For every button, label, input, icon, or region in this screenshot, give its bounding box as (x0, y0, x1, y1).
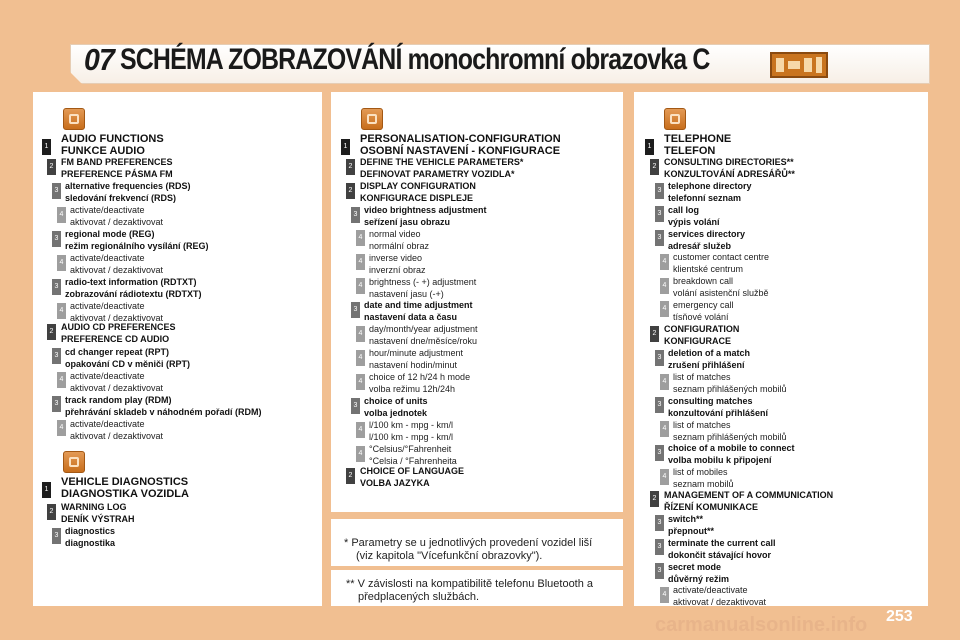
list-matches-cz: seznam přihlášených mobilů (673, 384, 787, 394)
normal-video-en: normal video (369, 229, 421, 239)
brightness-en: video brightness adjustment (364, 205, 487, 215)
hm-en: hour/minute adjustment (369, 348, 464, 358)
rdm-cz: přehrávání skladeb v náhodném pořadí (RDM) (65, 407, 262, 417)
level-4-marker: 4 (356, 230, 365, 246)
level-4-marker: 4 (57, 420, 66, 436)
level-3-marker: 3 (655, 445, 664, 461)
directories-en: CONSULTING DIRECTORIES** (664, 157, 794, 167)
level-1-marker: 1 (645, 139, 654, 155)
list-matches-2-en: list of matches (673, 420, 731, 430)
list-matches-2-cz: seznam přihlášených mobilů (673, 432, 787, 442)
emergency-cz: tísňové volání (673, 312, 729, 322)
tel-dir-cz: telefonní seznam (668, 193, 742, 203)
watermark: carmanualsonline.info (655, 614, 868, 636)
diagnostics-cz: diagnostika (65, 538, 116, 548)
hm-cz: nastavení hodin/minut (369, 360, 458, 370)
fm-band-cz: PREFERENCE PÁSMA FM (61, 169, 173, 179)
fm-band-en: FM BAND PREFERENCES (61, 157, 173, 167)
params-en: DEFINE THE VEHICLE PARAMETERS* (360, 157, 524, 167)
display-config-cz: KONFIGURACE DISPLEJE (360, 193, 474, 203)
date-time-cz: nastavení data a času (364, 312, 458, 322)
footnote-1-line1: * Parametry se u jednotlivých provedení vozidel liší (344, 537, 593, 549)
list-matches-en: list of matches (673, 372, 731, 382)
level-3-marker: 3 (655, 206, 664, 222)
cd-pref-en: AUDIO CD PREFERENCES (61, 322, 176, 332)
deletion-en: deletion of a match (668, 348, 751, 358)
dmy-cz: nastavení dne/měsíce/roku (369, 336, 478, 346)
consulting-en: consulting matches (668, 396, 753, 406)
level-4-marker: 4 (356, 326, 365, 342)
call-log-cz: výpis volání (668, 217, 720, 227)
terminate-en: terminate the current call (668, 538, 776, 548)
emergency-en: emergency call (673, 300, 734, 310)
tel-config-en: CONFIGURATION (664, 324, 740, 334)
activate-cz: aktivovat / dezaktivovat (70, 265, 164, 275)
chapter-number: 07 (84, 42, 114, 77)
inverse-video-cz: inverzní obraz (369, 265, 426, 275)
activate-cz: aktivovat / dezaktivovat (70, 383, 164, 393)
terminate-cz: dokončit stávající hovor (668, 550, 772, 560)
language-en: CHOICE OF LANGUAGE (360, 466, 465, 476)
settings-icon (361, 108, 383, 130)
management-en: MANAGEMENT OF A COMMUNICATION (664, 490, 834, 500)
level-2-marker: 2 (346, 468, 355, 484)
rdtxt-en: radio-text information (RDTXT) (65, 277, 197, 287)
level-4-marker: 4 (660, 421, 669, 437)
mode-cz: volba režimu 12h/24h (369, 384, 456, 394)
customer-centre-cz: klientské centrum (673, 264, 744, 274)
level-4-marker: 4 (356, 374, 365, 390)
level-3-marker: 3 (52, 528, 61, 544)
inverse-video-en: inverse video (369, 253, 423, 263)
level-4-marker: 4 (660, 301, 669, 317)
consulting-cz: konzultování přihlášení (668, 408, 769, 418)
customer-centre-en: customer contact centre (673, 252, 770, 262)
secret-activate-cz: aktivovat / dezaktivovat (673, 597, 767, 607)
directories-cz: KONZULTOVÁNÍ ADRESÁŘŮ** (664, 169, 795, 179)
cd-pref-cz: PREFERENCE CD AUDIO (61, 334, 170, 344)
activate-cz: aktivovat / dezaktivovat (70, 313, 164, 323)
level-4-marker: 4 (356, 446, 365, 462)
level-2-marker: 2 (650, 159, 659, 175)
level-3-marker: 3 (655, 515, 664, 531)
units-en: choice of units (364, 396, 428, 406)
secret-cz: důvěrný režim (668, 574, 730, 584)
activate-en: activate/deactivate (70, 301, 145, 311)
management-cz: ŘÍZENÍ KOMUNIKACE (664, 502, 758, 512)
level-3-marker: 3 (52, 396, 61, 412)
rds-en: alternative frequencies (RDS) (65, 181, 191, 191)
level-3-marker: 3 (351, 207, 360, 223)
dmy-en: day/month/year adjustment (369, 324, 478, 334)
services-en: services directory (668, 229, 746, 239)
level-3-marker: 3 (351, 302, 360, 318)
choose-mobile-cz: volba mobilu k připojení (668, 455, 772, 465)
level-4-marker: 4 (660, 254, 669, 270)
level-2-marker: 2 (650, 326, 659, 342)
level-4-marker: 4 (660, 374, 669, 390)
rpt-cz: opakování CD v měniči (RPT) (65, 359, 191, 369)
level-4-marker: 4 (57, 303, 66, 319)
choose-mobile-en: choice of a mobile to connect (668, 443, 795, 453)
diag-title-en: VEHICLE DIAGNOSTICS (61, 476, 189, 488)
level-2-marker: 2 (47, 504, 56, 520)
footnote-2-line1: ** V závislosti na kompatibilitě telefonu Bluetooth a (346, 578, 594, 590)
temp-units-en: °Celsius/°Fahrenheit (369, 444, 452, 454)
normal-video-cz: normální obraz (369, 241, 430, 251)
footnote-2-line2: předplacených službách. (358, 591, 480, 603)
chapter-icon (770, 52, 828, 78)
level-3-marker: 3 (52, 183, 61, 199)
rdtxt-cz: zobrazování rádiotextu (RDTXT) (65, 289, 202, 299)
activate-en: activate/deactivate (70, 205, 145, 215)
switch-cz: přepnout** (668, 526, 714, 536)
rdm-en: track random play (RDM) (65, 395, 172, 405)
level-1-marker: 1 (42, 139, 51, 155)
footnote-1-line2: (viz kapitola "Vícefunkční obrazovky"). (356, 550, 543, 562)
rds-cz: sledování frekvencí (RDS) (65, 193, 177, 203)
tel-config-cz: KONFIGURACE (664, 336, 731, 346)
list-mobiles-cz: seznam mobilů (673, 479, 734, 489)
language-cz: VOLBA JAZYKA (360, 478, 430, 488)
diagnostics-en: diagnostics (65, 526, 116, 536)
reg-en: regional mode (REG) (65, 229, 155, 239)
warning-log-en: WARNING LOG (61, 502, 127, 512)
level-3-marker: 3 (52, 348, 61, 364)
level-4-marker: 4 (356, 254, 365, 270)
level-3-marker: 3 (655, 539, 664, 555)
activate-en: activate/deactivate (70, 419, 145, 429)
level-4-marker: 4 (57, 207, 66, 223)
activate-en: activate/deactivate (70, 253, 145, 263)
perso-title-cz: OSOBNÍ NASTAVENÍ - KONFIGURACE (360, 145, 561, 157)
secret-activate-en: activate/deactivate (673, 585, 748, 595)
call-log-en: call log (668, 205, 700, 215)
switch-en: switch** (668, 514, 704, 524)
level-1-marker: 1 (42, 482, 51, 498)
level-4-marker: 4 (660, 278, 669, 294)
breakdown-cz: volání asistenční službě (673, 288, 769, 298)
phone-icon (664, 108, 686, 130)
params-cz: DEFINOVAT PARAMETRY VOZIDLA* (360, 169, 515, 179)
activate-en: activate/deactivate (70, 371, 145, 381)
level-4-marker: 4 (660, 587, 669, 603)
brightness-adj-en: brightness (- +) adjustment (369, 277, 477, 287)
date-time-en: date and time adjustment (364, 300, 473, 310)
level-3-marker: 3 (655, 397, 664, 413)
temp-units-cz: °Celsia / °Fahrenheita (369, 456, 457, 466)
brightness-adj-cz: nastavení jasu (-+) (369, 289, 444, 299)
display-config-en: DISPLAY CONFIGURATION (360, 181, 476, 191)
level-4-marker: 4 (356, 350, 365, 366)
tel-dir-en: telephone directory (668, 181, 752, 191)
deletion-cz: zrušení přihlášení (668, 360, 745, 370)
level-2-marker: 2 (650, 491, 659, 507)
list-mobiles-en: list of mobiles (673, 467, 728, 477)
mode-en: choice of 12 h/24 h mode (369, 372, 471, 382)
level-3-marker: 3 (655, 350, 664, 366)
fuel-units-cz: l/100 km - mpg - km/l (369, 432, 454, 442)
level-4-marker: 4 (660, 469, 669, 485)
brightness-cz: seřízení jasu obrazu (364, 217, 451, 227)
level-2-marker: 2 (47, 324, 56, 340)
telephone-title-en: TELEPHONE (664, 133, 732, 145)
fuel-units-en: l/100 km - mpg - km/l (369, 420, 454, 430)
page-title: SCHÉMA ZOBRAZOVÁNÍ monochromní obrazovka C (120, 43, 710, 76)
diag-title-cz: DIAGNOSTIKA VOZIDLA (61, 488, 189, 500)
level-3-marker: 3 (52, 231, 61, 247)
units-cz: volba jednotek (364, 408, 428, 418)
rpt-en: cd changer repeat (RPT) (65, 347, 170, 357)
services-cz: adresář služeb (668, 241, 732, 251)
page-number: 253 (886, 608, 913, 625)
level-4-marker: 4 (57, 255, 66, 271)
activate-cz: aktivovat / dezaktivovat (70, 217, 164, 227)
music-icon (63, 108, 85, 130)
perso-title-en: PERSONALISATION-CONFIGURATION (360, 133, 561, 145)
level-2-marker: 2 (47, 159, 56, 175)
level-2-marker: 2 (346, 159, 355, 175)
breakdown-en: breakdown call (673, 276, 734, 286)
audio-title-en: AUDIO FUNCTIONS (61, 133, 164, 145)
level-1-marker: 1 (341, 139, 350, 155)
level-2-marker: 2 (346, 183, 355, 199)
level-3-marker: 3 (655, 183, 664, 199)
telephone-title-cz: TELEFON (664, 145, 716, 157)
level-4-marker: 4 (356, 278, 365, 294)
level-3-marker: 3 (655, 563, 664, 579)
level-3-marker: 3 (351, 398, 360, 414)
reg-cz: režim regionálního vysílání (REG) (65, 241, 209, 251)
audio-title-cz: FUNKCE AUDIO (61, 145, 145, 157)
level-4-marker: 4 (356, 422, 365, 438)
activate-cz: aktivovat / dezaktivovat (70, 431, 164, 441)
level-3-marker: 3 (655, 230, 664, 246)
level-4-marker: 4 (57, 372, 66, 388)
level-3-marker: 3 (52, 279, 61, 295)
wrench-icon (63, 451, 85, 473)
secret-en: secret mode (668, 562, 722, 572)
warning-log-cz: DENÍK VÝSTRAH (61, 514, 135, 524)
